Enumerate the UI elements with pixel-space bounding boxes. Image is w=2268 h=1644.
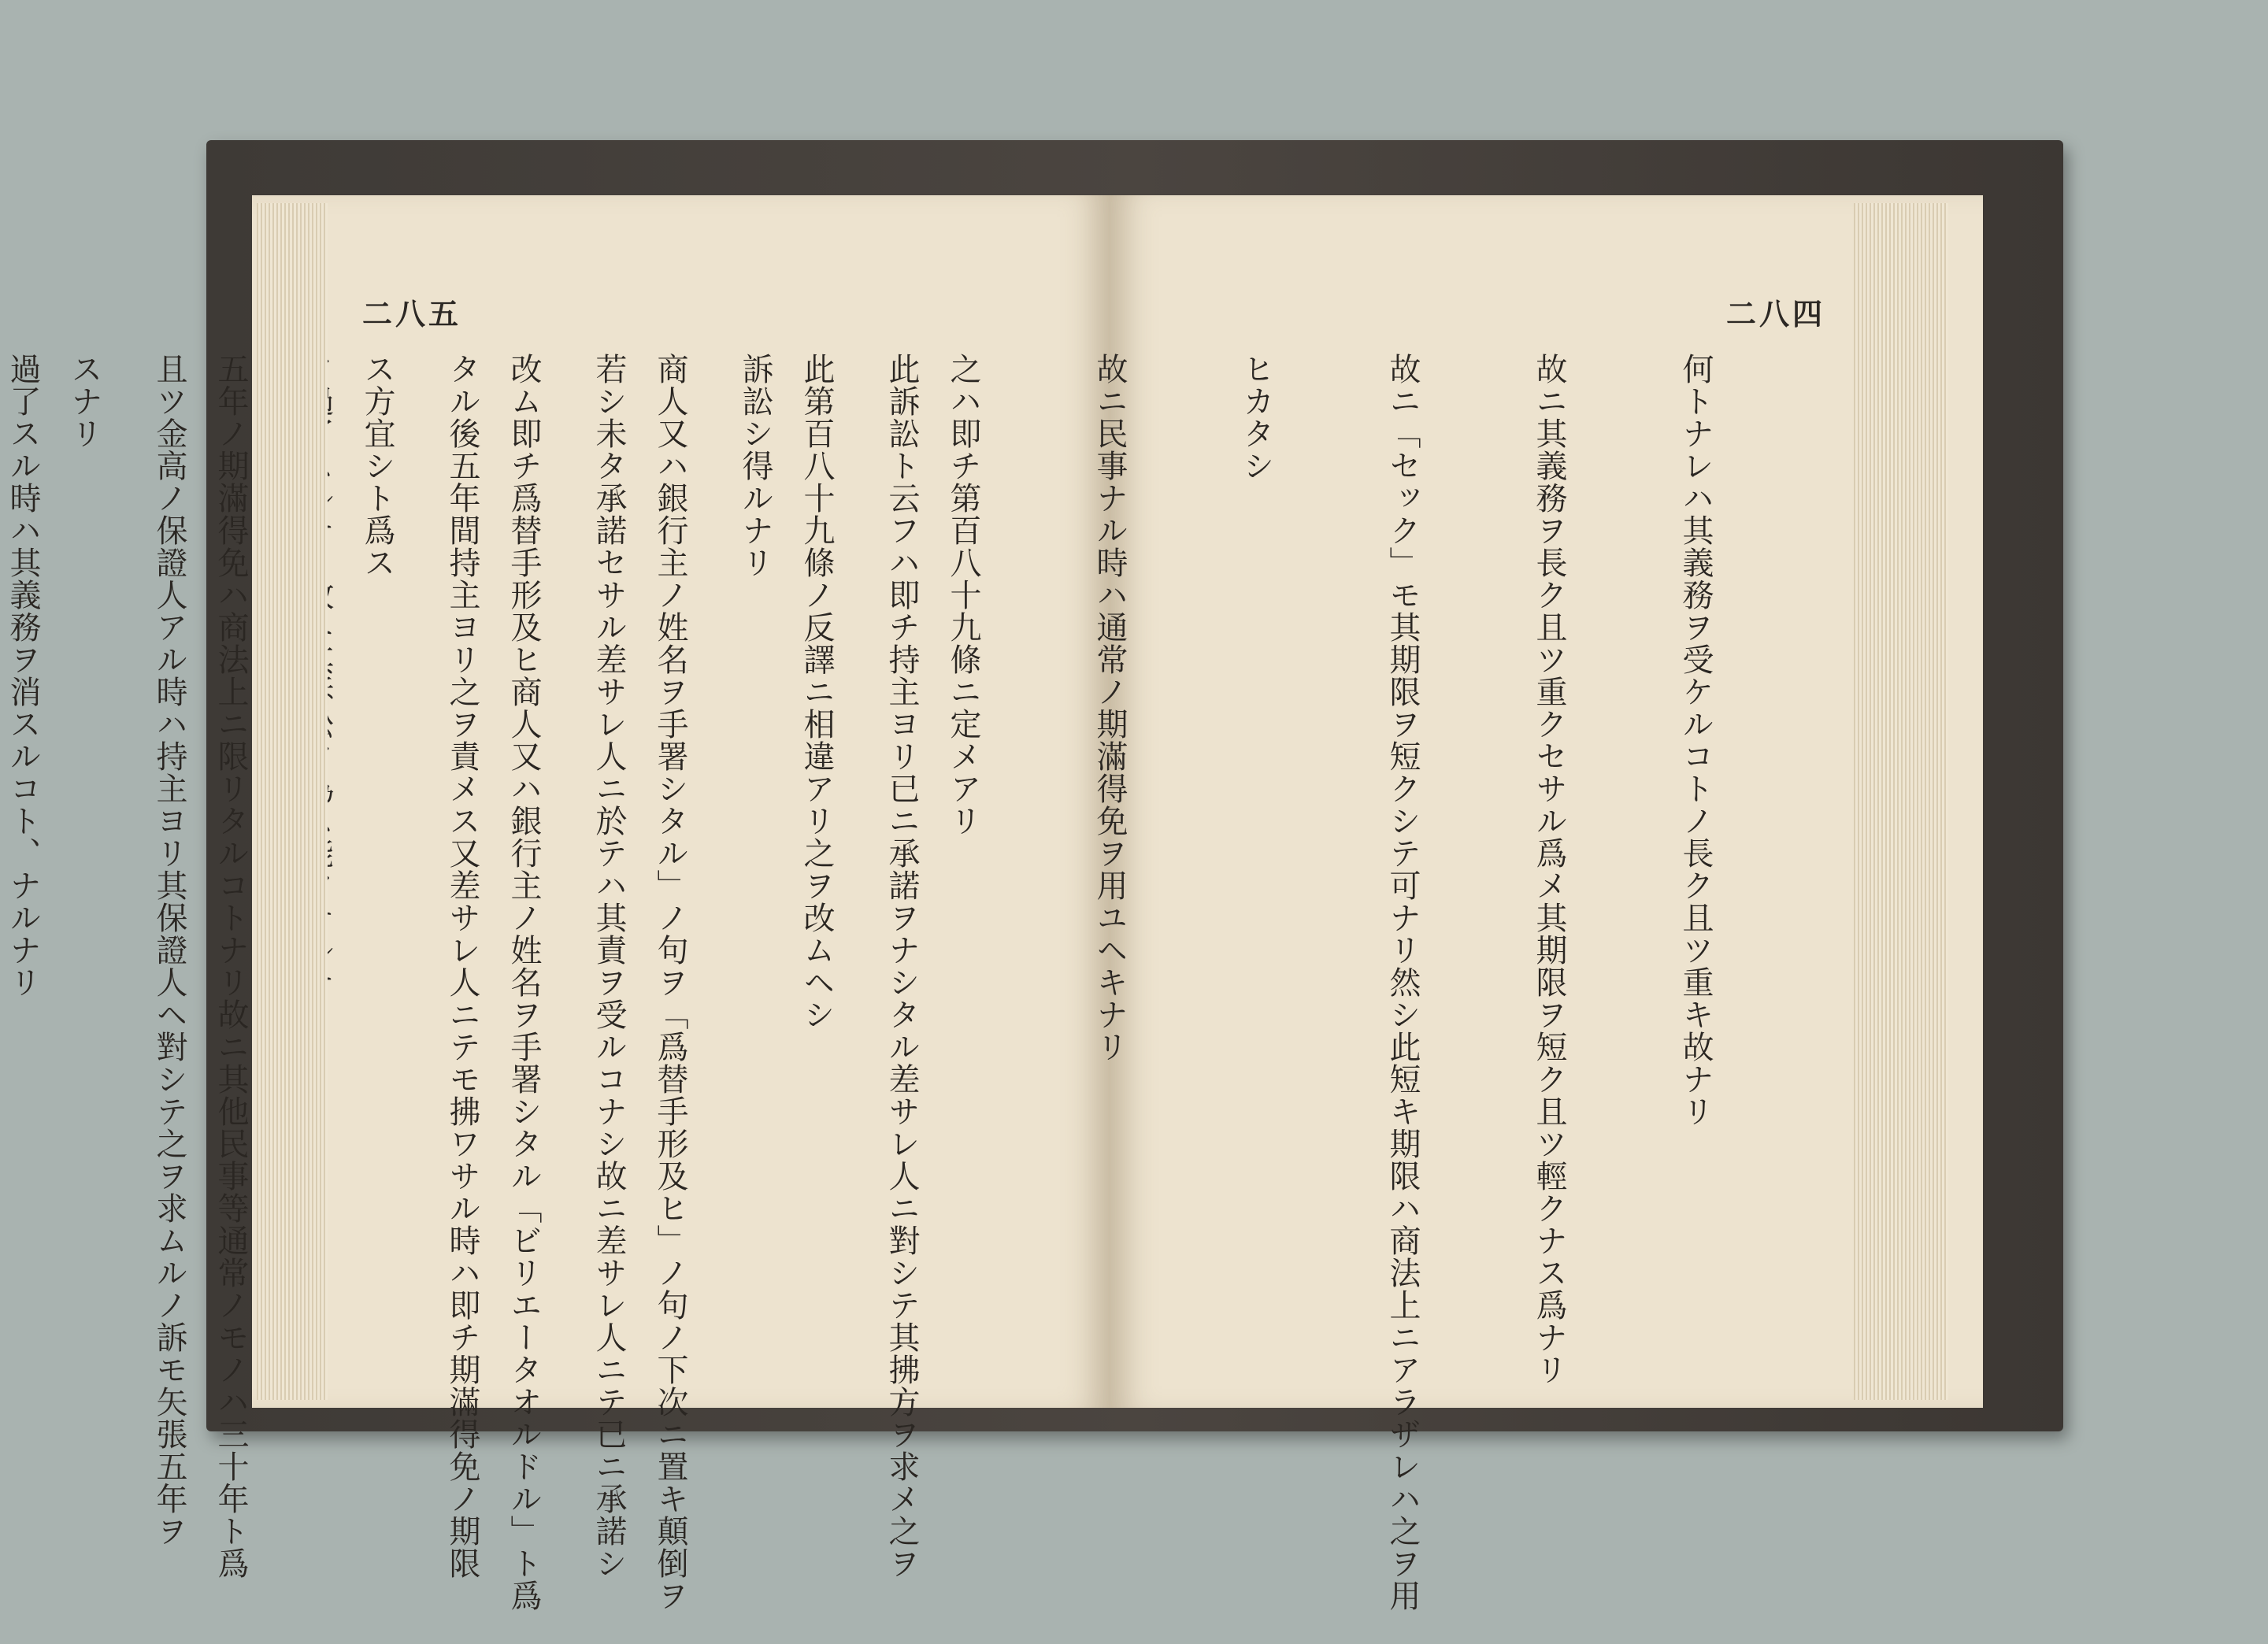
text-line: ス方宜シト爲ス [359,353,395,579]
right-page-number: 二八四 [1725,296,1825,331]
text-line: 之ハ即チ第百八十九條ニ定メアリ [945,353,981,837]
text-line: 改ム即チ爲替手形及ヒ商人又ハ銀行主ノ姓名ヲ手署シタル「ビリエータオルドル」ト爲 [506,353,542,1612]
text-line: 商人又ハ銀行主ノ姓名ヲ手署シタル」ノ句ヲ「爲替手形及ヒ」ノ句ノ下次ニ置キ顛倒ヲ [652,353,688,1612]
text-line: 故ニ「セック」モ其期限ヲ短クシテ可ナリ然シ此短キ期限ハ商法上ニアラザレハ之ヲ用 [1384,353,1421,1612]
right-page-edge [1854,203,1948,1400]
text-line: 過了スル時ハ其義務ヲ消スルコト、ナルナリ [5,353,41,998]
text-line: 何トナレハ其義務ヲ受ケルコトノ長ク且ツ重キ故ナリ [1677,353,1714,1127]
text-line: 若シ未タ承諾セサル差サレ人ニ於テハ其責ヲ受ルコナシ故ニ差サレ人ニテ已ニ承諾シ [591,353,627,1579]
text-line: 此訴訟ト云フハ即チ持主ヨリ已ニ承諾ヲナシタル差サレ人ニ對シテ其拂方ヲ求メ之ヲ [884,353,920,1579]
text-line: 且ツ金高ノ保證人アル時ハ持主ヨリ其保證人ヘ對シテ之ヲ求ムルノ訴モ矢張五年ヲ [151,353,187,1547]
text-line: 故ニ其義務ヲ長ク且ツ重クセサル爲メ其期限ヲ短ク且ツ輕クナス爲ナリ [1531,353,1567,1386]
text-line: タル後五年間持主ヨリ之ヲ責メス又差サレ人ニテモ拂ワサル時ハ即チ期滿得免ノ期限 [444,353,480,1579]
text-line: 故ニ民事ナル時ハ通常ノ期滿得免ヲ用ユヘキナリ [1091,353,1128,1063]
text-line: ヒカタシ [1238,353,1274,482]
text-line: スナリ [66,353,102,450]
text-line: 五年ノ期滿得免ハ商法上ニ限リタルコトナリ故ニ其他民事等通常ノモノハ三十年ト爲 [213,353,249,1579]
left-page-number: 二八五 [362,296,462,331]
text-line: 訴訟シ得ルナリ [737,353,773,579]
text-line: 此第百八十九條ノ反譯ニ相違アリ之ヲ改ムヘシ [799,353,835,1031]
